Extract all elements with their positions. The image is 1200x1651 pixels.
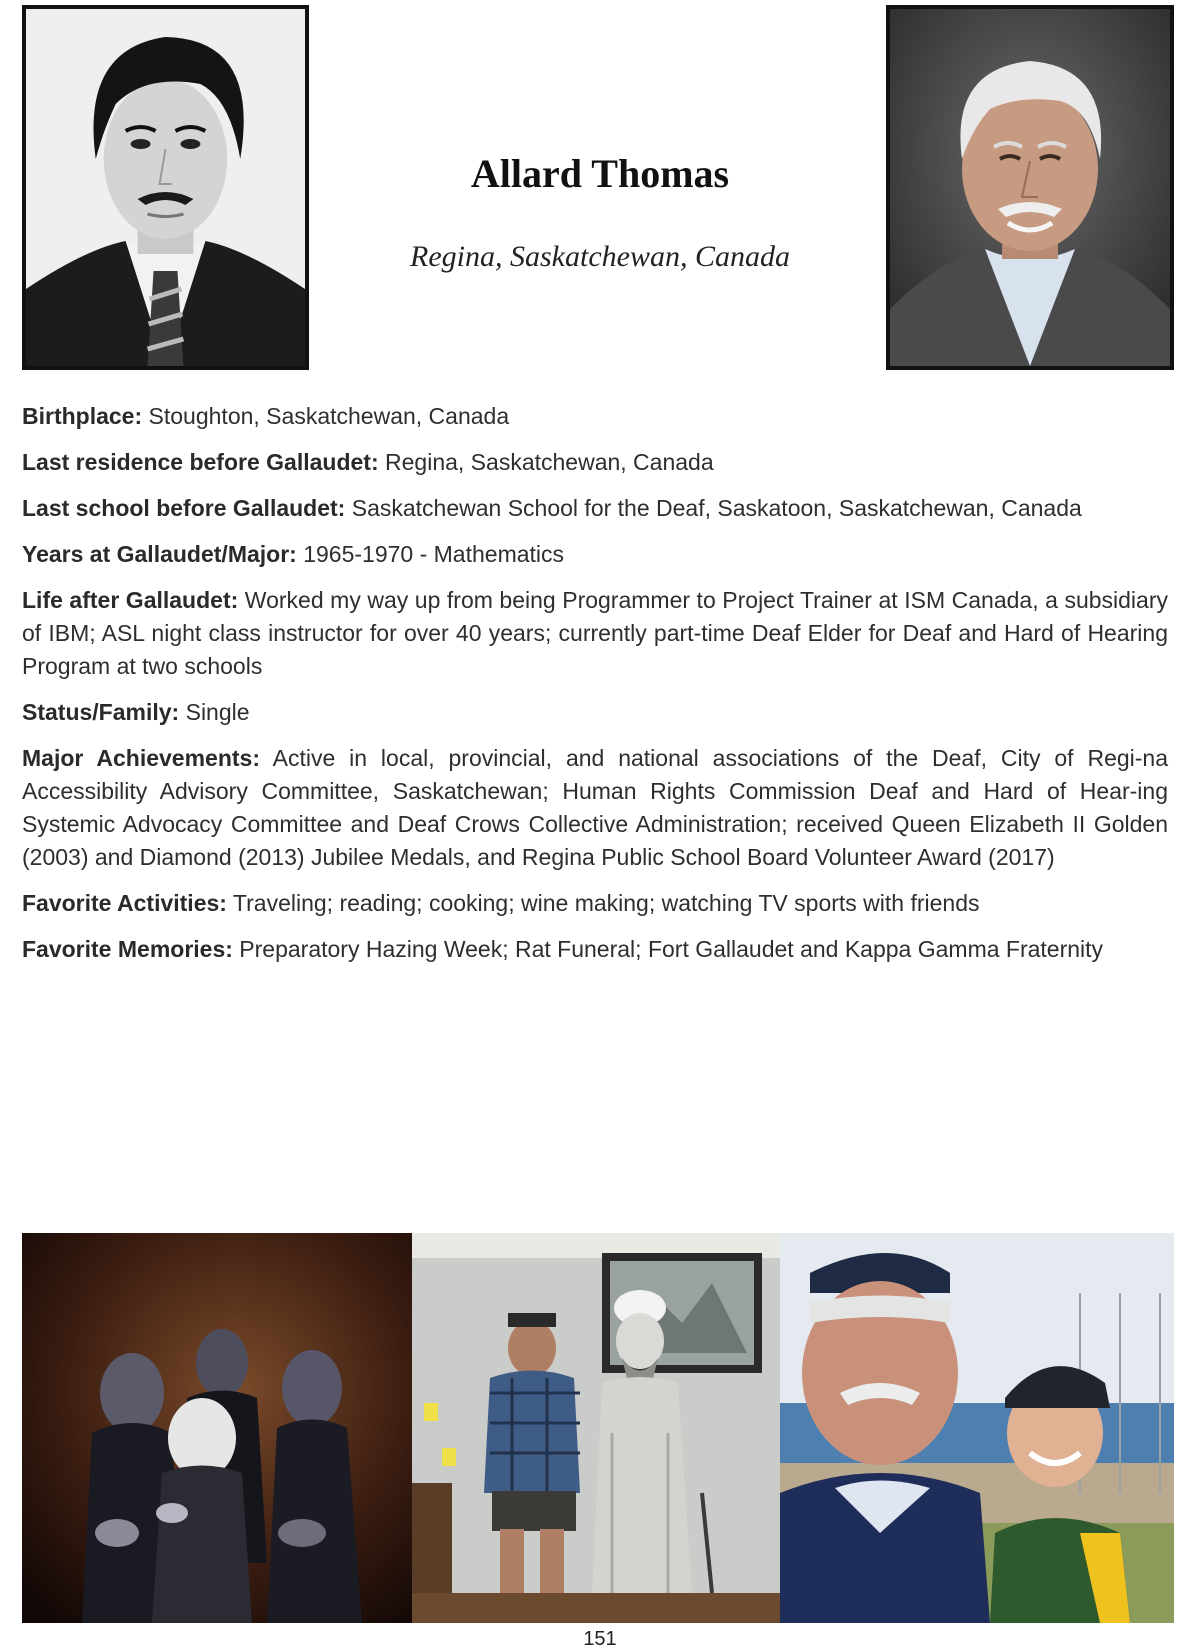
field-years-major	[22, 538, 1168, 571]
recent-portrait-photo	[886, 5, 1174, 370]
field-label: Life after Gallaudet:	[22, 587, 239, 613]
field-favorite-memories	[22, 933, 1168, 966]
field-label: Last residence before Gallaudet:	[22, 449, 379, 475]
yearbook-portrait-photo	[22, 5, 309, 370]
field-label: Status/Family:	[22, 699, 180, 725]
profile-details	[22, 400, 1168, 979]
field-value: Saskatchewan School for the Deaf, Saskatoon, Saskatchewan, Canada	[351, 495, 1082, 521]
person-name: Allard Thomas	[470, 151, 730, 196]
field-last-residence	[22, 446, 1168, 479]
field-value: Single	[185, 699, 250, 725]
field-label: Favorite Activities:	[22, 890, 227, 916]
field-value: Preparatory Hazing Week; Rat Funeral; Fort Gallaudet and Kappa Gamma Fraternity	[239, 936, 1104, 962]
field-status-family	[22, 696, 1168, 729]
museum-photo	[412, 1233, 780, 1623]
field-label: Major Achievements:	[22, 745, 260, 771]
field-label: Favorite Memories:	[22, 936, 233, 962]
field-value: Stoughton, Saskatchewan, Canada	[148, 403, 510, 429]
photo-strip	[22, 1233, 1174, 1623]
field-value: Worked my way up from being Programmer to Project Trainer at ISM Canada, a subsidiary of IBM; ASL night class instructor for over 40 years; currently part-time Deaf Elder for Deaf and Hard of Hearing Program at two schools	[22, 587, 1168, 679]
field-label: Last school before Gallaudet:	[22, 495, 346, 521]
field-last-school	[22, 492, 1168, 525]
field-label: Years at Gallaudet/Major:	[22, 541, 297, 567]
ballpark-photo	[780, 1233, 1174, 1623]
field-value: Active in local, provincial, and national associations of the Deaf, City of Regi-na Accessibility Advisory Committee, Saskatchewan; Human Rights Commission Deaf and Hard of Hear-ing Systemic Advocacy Committee and Deaf Crows Collective Administration; received Queen Elizabeth II Golden (2003) and Diamond (2013) Jubilee Medals, and Regina Public School Board Volunteer Award (2017)	[22, 745, 1168, 870]
field-birthplace	[22, 400, 1168, 433]
person-location: Regina, Saskatchewan, Canada	[410, 240, 790, 273]
field-label: Birthplace:	[22, 403, 143, 429]
field-favorite-activities	[22, 887, 1168, 920]
field-major-achievements	[22, 742, 1168, 874]
hazing-week-photo	[22, 1233, 412, 1623]
field-life-after	[22, 584, 1168, 683]
field-value: Traveling; reading; cooking; wine making; watching TV sports with friends	[232, 890, 980, 916]
page-number: 151	[583, 1628, 617, 1650]
field-value: Regina, Saskatchewan, Canada	[385, 449, 714, 475]
field-value: 1965-1970 - Mathematics	[303, 541, 565, 567]
